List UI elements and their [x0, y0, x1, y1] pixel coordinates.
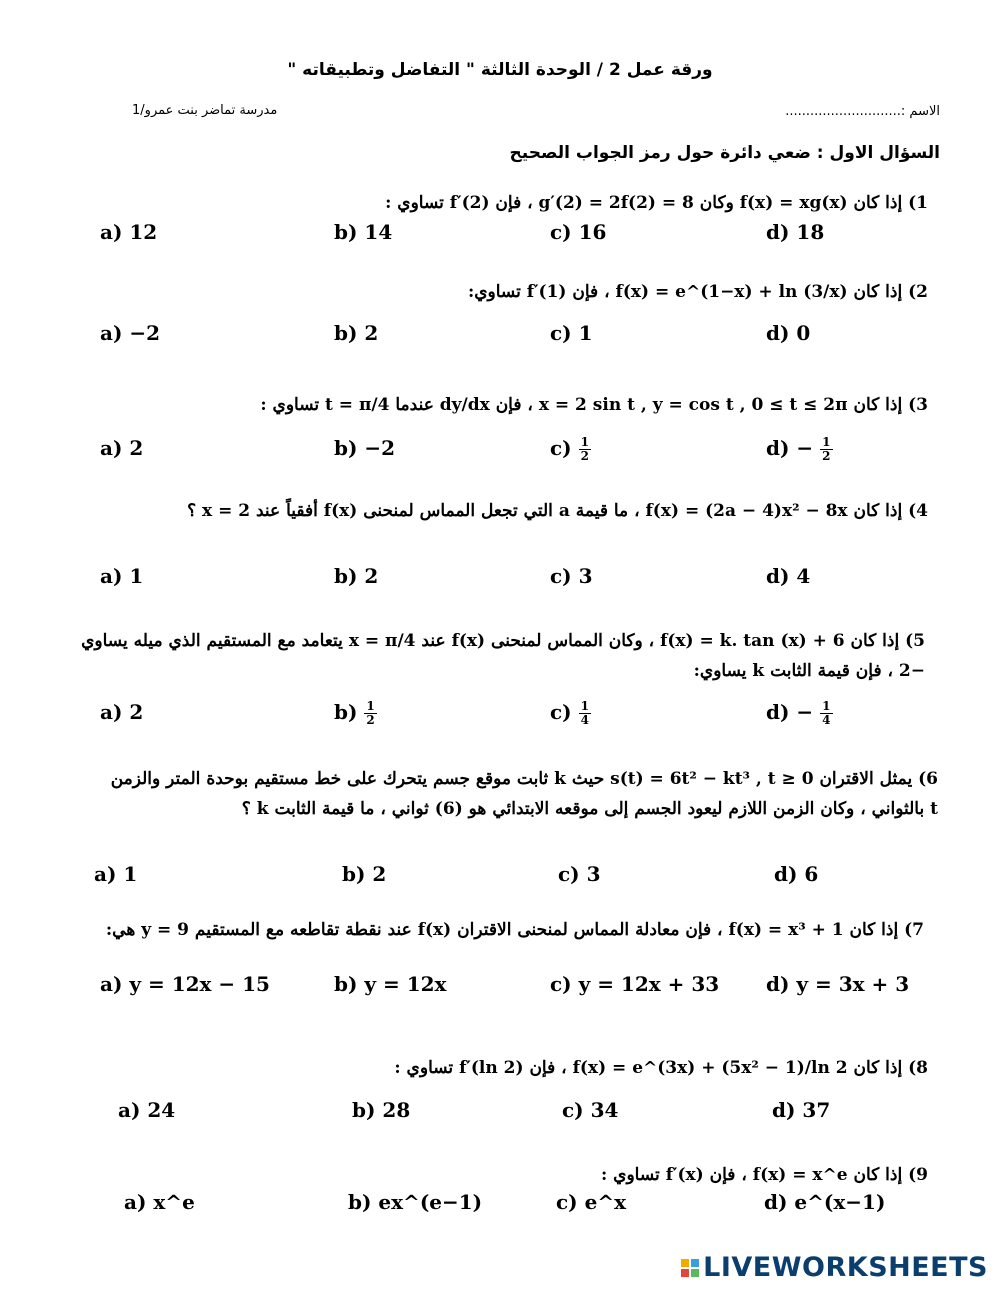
question-7-options: [100, 972, 920, 1002]
fraction-numerator: 1: [822, 699, 831, 713]
q2-option-c[interactable]: c) 1: [550, 321, 593, 345]
question-1-text: 1) إذا كان f(x) = xg(x) وكان g′(2) = 2f(2) = 8 ، فإن f′(2) تساوي :: [385, 193, 928, 213]
q5-option-c-label: c): [550, 700, 572, 724]
question-1-options: [100, 220, 920, 250]
q9-option-b[interactable]: b) ex^(e−1): [348, 1190, 483, 1214]
q5-option-c[interactable]: [550, 700, 591, 727]
liveworksheets-mark-icon: [681, 1259, 699, 1277]
student-name-field[interactable]: الاسم :............................: [785, 104, 940, 119]
q7-option-c[interactable]: c) y = 12x + 33: [550, 972, 720, 996]
question-6-text: 6) يمثل الاقتران s(t) = 6t² − kt³ , t ≥ 0 حيث k ثابت موقع جسم يتحرك على خط مستقيم بوحدة المتر والزمن t بالثواني ، وكان الزمن اللازم ليعود الجسم إلى موقعه الابتدائي هو (6) ثواني ، ما قيمة الثابت k ؟: [110, 769, 938, 819]
q2-option-a[interactable]: a) −2: [100, 321, 161, 345]
liveworksheets-logo[interactable]: [681, 1252, 988, 1283]
q7-option-a[interactable]: a) y = 12x − 15: [100, 972, 270, 996]
question-2-options: [100, 321, 920, 351]
q6-option-a[interactable]: a) 1: [94, 862, 138, 886]
question-6-options: [94, 862, 914, 892]
fraction-numerator: 1: [580, 699, 589, 713]
q4-option-b[interactable]: b) 2: [334, 564, 379, 588]
q6-option-c[interactable]: c) 3: [558, 862, 601, 886]
q8-option-c[interactable]: c) 34: [562, 1098, 619, 1122]
q2-option-d[interactable]: d) 0: [766, 321, 811, 345]
fraction-denominator: 2: [580, 449, 589, 463]
q3-option-d-label: d) −: [766, 436, 814, 460]
q1-option-d[interactable]: d) 18: [766, 220, 825, 244]
q7-option-d[interactable]: d) y = 3x + 3: [766, 972, 910, 996]
fraction-denominator: 4: [822, 713, 831, 727]
q8-option-b[interactable]: b) 28: [352, 1098, 411, 1122]
logo-square-icon: [691, 1259, 699, 1267]
question-9-text: 9) إذا كان f(x) = x^e ، فإن f′(x) تساوي :: [600, 1165, 928, 1185]
question-4-options: [100, 564, 920, 594]
question-7-text: 7) إذا كان f(x) = x³ + 1 ، فإن معادلة المماس لمنحنى الاقتران f(x) عند نقطة تقاطعه مع المستقيم y = 9 هي:: [105, 920, 924, 940]
question-2-text: 2) إذا كان f(x) = e^(1−x) + ln (3/x) ، فإن f′(1) تساوي:: [467, 282, 928, 302]
q3-option-d[interactable]: [766, 436, 833, 463]
section-title: السؤال الاول : ضعي دائرة حول رمز الجواب الصحيح: [509, 143, 940, 163]
fraction-denominator: 4: [580, 713, 589, 727]
q5-option-a[interactable]: a) 2: [100, 700, 144, 724]
q5-option-c-fraction: [579, 700, 591, 727]
fraction-numerator: 1: [822, 435, 831, 449]
q4-option-a[interactable]: a) 1: [100, 564, 144, 588]
q9-option-d[interactable]: d) e^(x−1): [764, 1190, 886, 1214]
q4-option-d[interactable]: d) 4: [766, 564, 811, 588]
question-5-text: 5) إذا كان f(x) = k. tan (x) + 6 ، وكان المماس لمنحنى f(x) عند x = π/4 يتعامد مع المستقيم الذي ميله يساوي −2 ، فإن قيمة الثابت k يساوي:: [81, 631, 925, 681]
q5-option-d-fraction: [820, 700, 832, 727]
q3-option-c-fraction: [579, 436, 591, 463]
q3-option-d-fraction: [820, 436, 832, 463]
q1-option-a[interactable]: a) 12: [100, 220, 158, 244]
q6-option-d[interactable]: d) 6: [774, 862, 819, 886]
q8-option-d[interactable]: d) 37: [772, 1098, 831, 1122]
fraction-numerator: 1: [580, 435, 589, 449]
question-4-text: 4) إذا كان f(x) = (2a − 4)x² − 8x ، ما قيمة a التي تجعل المماس لمنحنى f(x) أفقياً عند x = 2 ؟: [187, 501, 928, 521]
question-3-text: 3) إذا كان x = 2 sin t , y = cos t , 0 ≤ t ≤ 2π ، فإن dy/dx عندما t = π/4 تساوي :: [260, 395, 928, 415]
question-8-options: [118, 1098, 938, 1128]
question-9-options: [124, 1190, 944, 1220]
q5-option-b-fraction: [364, 700, 376, 727]
fraction-denominator: 2: [366, 713, 375, 727]
q5-option-b[interactable]: [334, 700, 377, 727]
q6-option-b[interactable]: b) 2: [342, 862, 387, 886]
question-8-text: 8) إذا كان f(x) = e^(3x) + (5x² − 1)/ln 2 ، فإن f′(ln 2) تساوي :: [394, 1058, 928, 1078]
logo-square-icon: [681, 1269, 689, 1277]
q3-option-c[interactable]: [550, 436, 591, 463]
q4-option-c[interactable]: c) 3: [550, 564, 593, 588]
q3-option-c-label: c): [550, 436, 572, 460]
q3-option-a[interactable]: a) 2: [100, 436, 144, 460]
logo-square-icon: [681, 1259, 689, 1267]
school-name: مدرسة تماضر بنت عمرو/1: [132, 103, 278, 118]
q1-option-b[interactable]: b) 14: [334, 220, 393, 244]
question-5-options: [100, 700, 920, 730]
q1-option-c[interactable]: c) 16: [550, 220, 607, 244]
q5-option-d[interactable]: [766, 700, 833, 727]
fraction-denominator: 2: [822, 449, 831, 463]
q7-option-b[interactable]: b) y = 12x: [334, 972, 447, 996]
question-3-options: [100, 436, 920, 466]
worksheet-title: ورقة عمل 2 / الوحدة الثالثة " التفاضل وتطبيقاته ": [287, 60, 713, 80]
q5-option-b-label: b): [334, 700, 358, 724]
q3-option-b[interactable]: b) −2: [334, 436, 396, 460]
q5-option-d-label: d) −: [766, 700, 814, 724]
fraction-numerator: 1: [366, 699, 375, 713]
q9-option-c[interactable]: c) e^x: [556, 1190, 627, 1214]
liveworksheets-brand: LIVEWORKSHEETS: [703, 1252, 988, 1283]
q9-option-a[interactable]: a) x^e: [124, 1190, 195, 1214]
q8-option-a[interactable]: a) 24: [118, 1098, 176, 1122]
q2-option-b[interactable]: b) 2: [334, 321, 379, 345]
logo-square-icon: [691, 1269, 699, 1277]
